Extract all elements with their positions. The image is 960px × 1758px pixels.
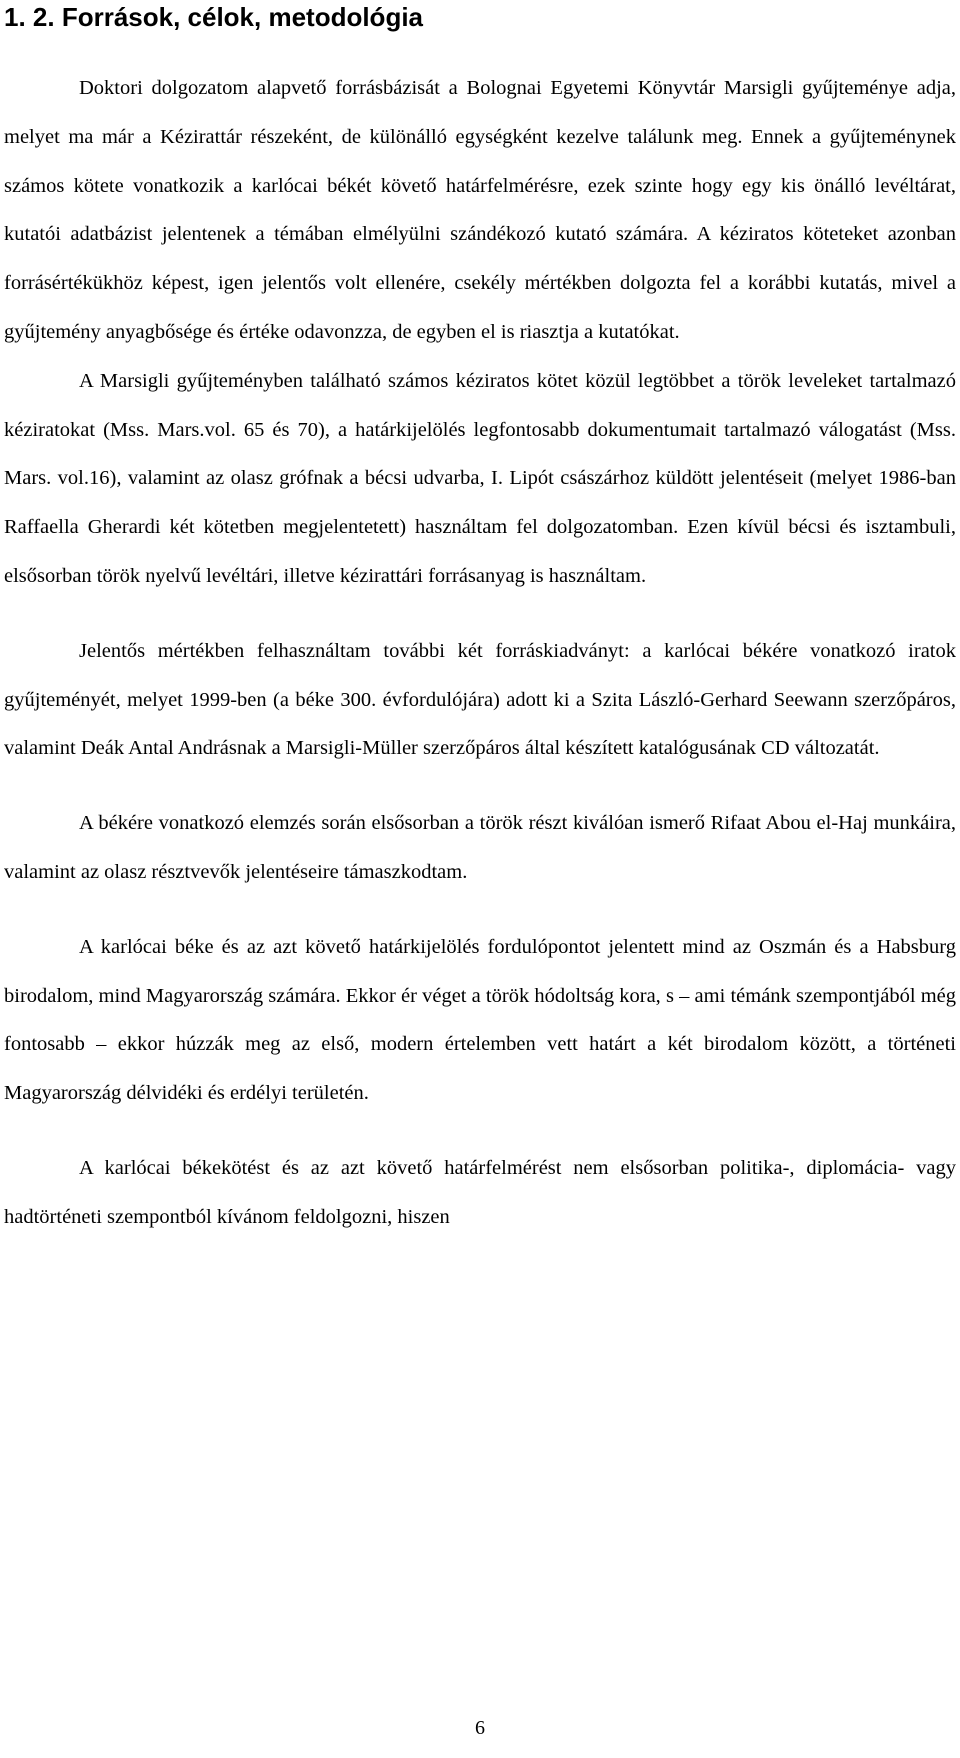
paragraph-approach: A karlócai békekötést és az azt követő határfelmérést nem elsősorban politika-, diplomácia- vagy hadtörténeti szempontból kívánom feldolgozni, hiszen (4, 1156, 956, 1228)
paragraph-sources: Doktori dolgozatom alapvető forrásbázisát a Bolognai Egyetemi Könyvtár Marsigli gyűjteménye adja, melyet ma már a Kézirattár részeként, de különálló egységként kezelve találunk meg. Ennek a gyűjteménynek számos kötete vonatkozik a karlócai békét követő határfelmérésre, ezek szinte hogy egy kis önálló levéltárat, kutatói adatbázist jelentenek a témában elmélyülni szándékozó kutató számára. A kéziratos köteteket azonban forrásértékükhöz képest, igen jelentős volt ellenére, csekély mértékben dolgozta fel a korábbi kutatás, mivel a gyűjtemény anyagbősége és értéke odavonzza, de egyben el is riasztja a kutatókat. (4, 77, 956, 343)
paragraph-peace-analysis: A békére vonatkozó elemzés során elsősorban a török részt kiválóan ismerő Rifaat Abou el-Haj munkáira, valamint az olasz résztvevők jelentéseire támaszkodtam. (4, 812, 956, 883)
paragraph-source-editions: Jelentős mértékben felhasználtam további két forráskiadványt: a karlócai békére vonatkozó iratok gyűjteményét, melyet 1999-ben (a béke 300. évfordulójára) adott ki a Szita László-Gerhard Seewann szerzőpáros, valamint Deák Antal Andrásnak a Marsigli-Müller szerzőpáros által készített katalógusának CD változatát. (4, 639, 956, 760)
section-title: 1. 2. Források, célok, metodológia (4, 2, 424, 32)
paragraph-marsigli-collection: A Marsigli gyűjteményben található számos kéziratos kötet közül legtöbbet a török leveleket tartalmazó kéziratokat (Mss. Mars.vol. 65 és 70), a határkijelölés legfontosabb dokumentumait tartalmazó válogatást (Mss. Mars. vol.16), valamint az olasz grófnak a bécsi udvarba, I. Lipót császárhoz küldött jelentéseit (melyet 1986-ban Raffaella Gherardi két kötetben megjelentetett) használtam fel dolgozatomban. Ezen kívül bécsi és isztambuli, elsősorban török nyelvű levéltári, illetve kézirattári forrásanyag is használtam. (4, 369, 956, 587)
body-text (4, 64, 956, 1242)
paragraph-turning-point: A karlócai béke és az azt követő határkijelölés fordulópontot jelentett mind az Oszmán és a Habsburg birodalom, mind Magyarország számára. Ekkor ér véget a török hódoltság kora, s – ami témánk szempontjából még fontosabb – ekkor húzzák meg az első, modern értelemben vett határt a két birodalom között, a történeti Magyarország délvidéki és erdélyi területén. (4, 935, 956, 1105)
page-number: 6 (475, 1717, 485, 1739)
